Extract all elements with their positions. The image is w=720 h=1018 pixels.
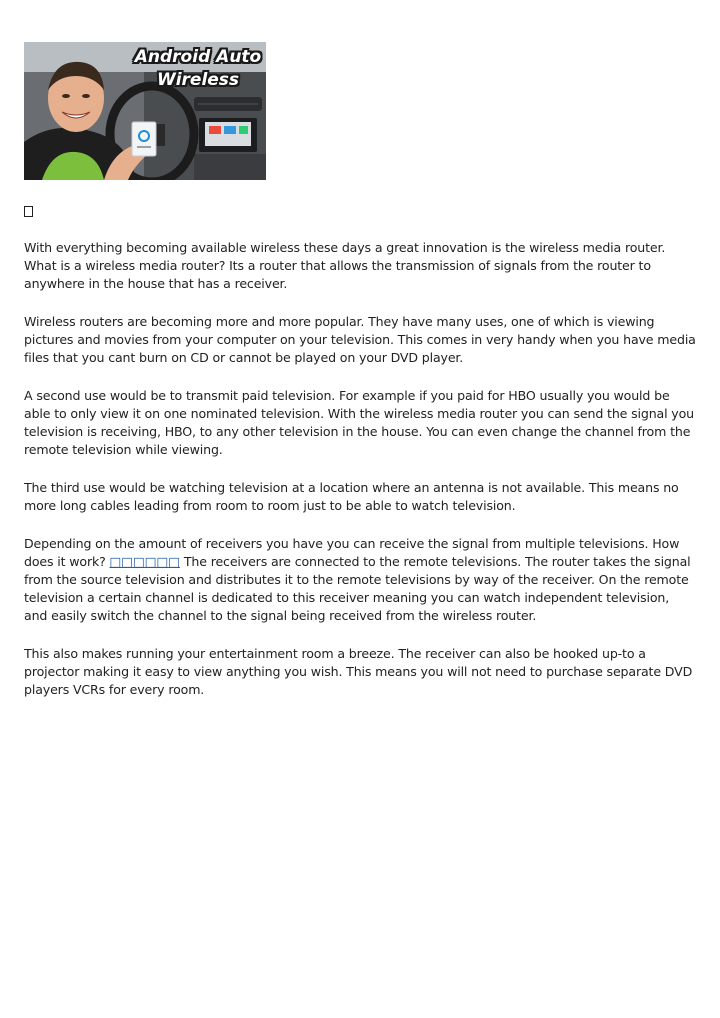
inline-link[interactable]: □□□□□□ <box>109 554 181 569</box>
paragraph-4: The third use would be watching television at a location where an antenna is not available. This means no more long cables leading from room to room just to be able to watch television. <box>24 480 679 513</box>
page-content <box>24 42 696 699</box>
hero-title <box>128 46 266 92</box>
paragraph-5-text-after: The receivers are connected to the remote televisions. The router takes the signal from the source television and distributes it to the remote televisions by way of the receiver. On the remote television a certain channel is dedicated to this receiver meaning you can watch independent television, and easily switch the channel to the signal being received from the wireless router. <box>24 554 691 623</box>
paragraph-6: This also makes running your entertainment room a breeze. The receiver can also be hooked up-to a projector making it easy to view anything you wish. This means you will not need to purchase separate DVD players VCRs for every room. <box>24 646 693 697</box>
hero-image <box>24 42 266 180</box>
paragraph-5-text-before: Depending on the amount of receivers you have you can receive the signal from multiple televisions. How does it work? <box>24 536 680 569</box>
paragraph-5 <box>24 535 696 625</box>
paragraph-1: With everything becoming available wireless these days a great innovation is the wireless media router. What is a wireless media router? Its a router that allows the transmission of signals from the router to anywhere in the house that has a receiver. <box>24 240 666 291</box>
missing-glyph-icon <box>24 206 33 217</box>
hero-title-line-2: Wireless <box>156 70 240 90</box>
hero-title-line-1: Android Auto <box>134 47 262 67</box>
article-body <box>24 239 696 699</box>
paragraph-2: Wireless routers are becoming more and more popular. They have many uses, one of which is viewing pictures and movies from your computer on your television. This comes in very handy when you have media files that you cant burn on CD or cannot be played on your DVD player. <box>24 314 696 365</box>
paragraph-3: A second use would be to transmit paid television. For example if you paid for HBO usually you would be able to only view it on one nominated television. With the wireless media router you can send the signal you television is receiving, HBO, to any other television in the house. You can even change the channel from the remote television while viewing. <box>24 388 694 457</box>
